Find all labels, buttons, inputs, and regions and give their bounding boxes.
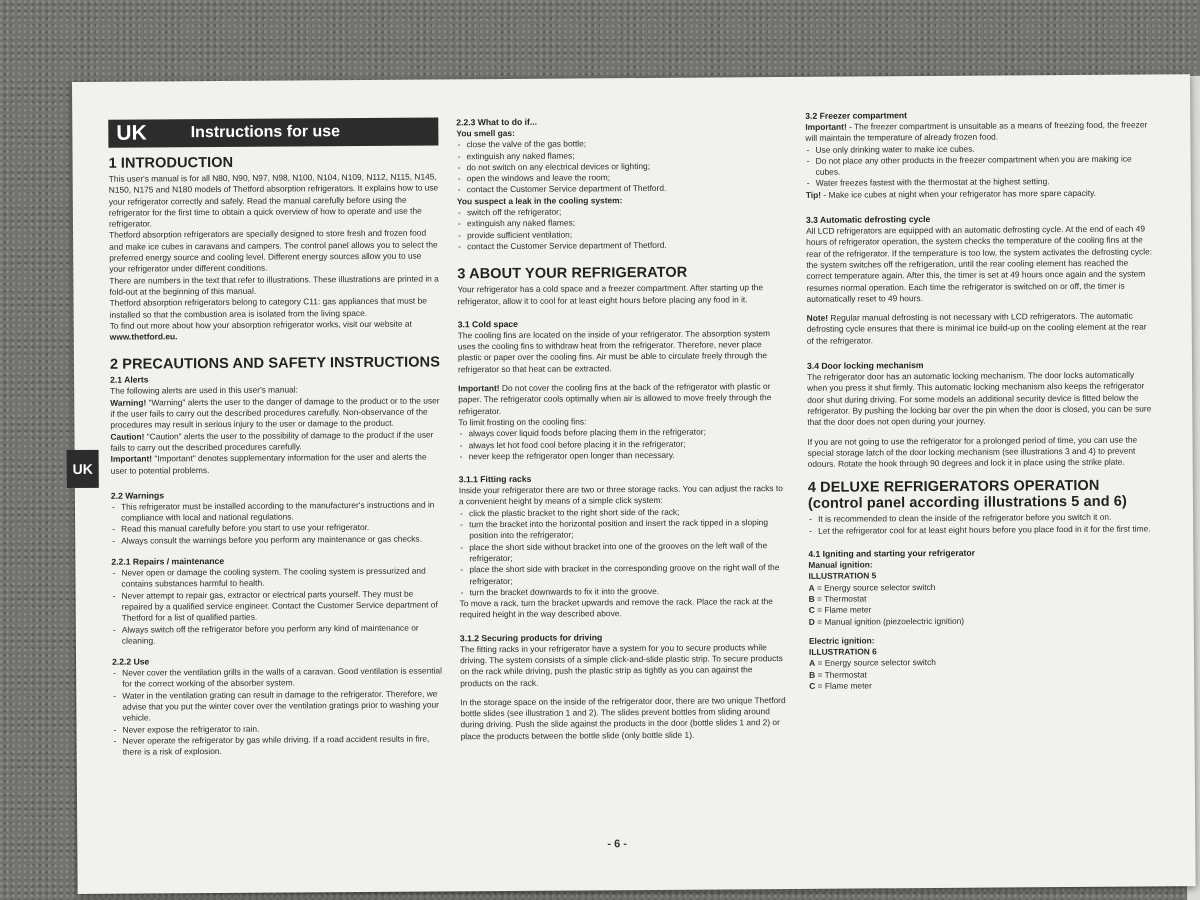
manual-ignition-heading: Manual ignition:	[808, 559, 873, 570]
list-item: - always cover liquid foods before placing them in the refrigerator;	[458, 426, 784, 440]
manual-page	[72, 74, 1196, 894]
about-heading: 3 ABOUT YOUR REFRIGERATOR	[457, 264, 688, 283]
caution-text: "Caution" alerts the user to the possibility of damage to the product if the user fails to carry out the described procedures carefully.	[110, 429, 434, 453]
move-rack-paragraph: To move a rack, turn the bracket upwards and remove the rack. Place the rack at the required height in the way described above.	[459, 596, 773, 620]
cold-space-heading: 3.1 Cold space	[457, 318, 518, 330]
door-lock-heading: 3.4 Door locking mechanism	[806, 360, 924, 371]
securing-paragraph: The fitting racks in your refrigerator have a system for you to secure products while driving. The system consists of a simple click-and-slide plastic strip. To secure products on the rack while driving, push the plastic strip as tightly as you can against the products on the rack.	[459, 641, 783, 688]
column-3	[805, 108, 1155, 692]
important-alert	[111, 452, 441, 477]
column-1	[108, 117, 442, 758]
legend-item: C = Flame meter	[808, 604, 872, 616]
fitting-racks-heading: 3.1.1 Fitting racks	[458, 473, 532, 485]
side-language-tab: UK	[67, 450, 99, 488]
igniting-heading: 4.1 Igniting and starting your refrigerator	[808, 547, 975, 559]
list-item: - open the windows and leave the room;	[457, 171, 783, 185]
language-code: UK	[116, 121, 147, 145]
electric-ignition-heading: Electric ignition:	[808, 635, 875, 646]
door-lock-paragraph: The refrigerator door has an automatic locking mechanism. The door locks automatically when you press it shut firmly. This automatic locking mechanism also keeps the refrigerator door shut during driving. For some models an additional security device is fitted below the refrigerator. By pushing the locking bar over the pin when the door is closed, you can be sure that the door does not open during your journey.	[807, 369, 1152, 428]
list-item: - extinguish any naked flames;	[457, 216, 783, 230]
warning-label: Warning!	[110, 397, 147, 408]
warning-text: "Warning" alerts the user to the danger of damage to the product or to the user if the user fails to carry out the described procedures carefully. Non-observance of the procedures may result in serious injury to the user or damage to the product.	[110, 395, 440, 431]
warnings-list	[111, 499, 441, 546]
introduction-heading: 1 INTRODUCTION	[108, 154, 234, 172]
deluxe-heading: 4 DELUXE REFRIGERATORS OPERATION (control panel according illustrations 5 and 6)	[807, 478, 1127, 513]
list-item: - extinguish any naked flames;	[456, 149, 782, 163]
alerts-heading: 2.1 Alerts	[110, 374, 149, 386]
caution-alert	[110, 429, 440, 454]
list-item: - contact the Customer Service department of Thetford.	[457, 239, 783, 253]
page-header	[108, 117, 438, 147]
freezer-heading: 3.2 Freezer compartment	[805, 110, 908, 121]
defrost-paragraph: All LCD refrigerators are equipped with an automatic defrosting cycle. At the end of each 49 hours of refrigerator operation, the system checks the temperature of the cooling fins at the rear of the refrigerator. If the temperature is too low, the system activates the defrosting cycle: the system switches off the refrigeration, until the rear cooling element has reached the correct temperature again. After this, the timer is set at 49 hours once again and the system resumes normal operation. Each time the refrigerator is switched on or off, the timer is automatically reset to 49 hours.	[806, 223, 1153, 304]
use-heading: 2.2.2 Use	[112, 656, 150, 667]
illustration-6-heading: ILLUSTRATION 6	[808, 646, 877, 657]
list-item: - place the short side with bracket in the corresponding groove on the right wall of the refrigerator;	[459, 562, 785, 587]
legend-item: B = Thermostat	[808, 593, 867, 604]
list-item: - It is recommended to clean the inside of the refrigerator before you switch it on.	[808, 512, 1154, 526]
intro-paragraph: This user's manual is for all N80, N90, N97, N98, N100, N104, N109, N112, N115, N145, N150, N175 and N180 models of Thetford absorption refrigerators. It explains how to use your refrigerator correctly and safely. Read the manual carefully before using the refrigerator for the first time to obtain a quick overview of how to operate and use the refrigerator.	[108, 171, 439, 229]
bottle-slide-paragraph: In the storage space on the inside of the refrigerator door, there are two unique Thetford bottle slides (see illustration 1 and 2). The slides prevent bottles from sliding around during driving. Push the slide against the products in the door (bottle slides 1 and 2) or place the products between the bottle slide (only bottle slide 1).	[460, 694, 786, 742]
list-item: - switch off the refrigerator;	[457, 205, 783, 219]
illustration-5-heading: ILLUSTRATION 5	[808, 570, 877, 582]
intro-paragraph: To find out more about how your absorption refrigerator works, visit our website at	[109, 318, 412, 331]
deluxe-list	[808, 512, 1154, 537]
list-item: - Never operate the refrigerator by gas while driving. If a road accident results in fire, there is a risk of explosion.	[113, 733, 443, 758]
warnings-heading: 2.2 Warnings	[110, 490, 165, 501]
list-item: - This refrigerator must be installed according to the manufacturer's instructions and in compliance with local and national regulations.	[111, 499, 441, 524]
cold-space-paragraph: The cooling fins are located on the inside of your refrigerator. The absorption system uses the cooling fins to withdraw heat from the refrigerator. Therefore, never place plastic or paper over the cooling fins. Air must be able to circulate freely through the refrigerator so that heat can be extracted.	[457, 327, 771, 375]
list-item: - Always switch off the refrigerator before you perform any kind of maintenance or cleaning.	[112, 622, 442, 647]
list-item: - Water freezes fastest with the thermostat at the highest setting.	[806, 176, 1152, 190]
important-label: Important!	[110, 453, 153, 464]
precautions-heading: 2 PRECAUTIONS AND SAFETY INSTRUCTIONS	[109, 354, 441, 374]
freezer-important	[805, 119, 1151, 144]
important-text: - The freezer compartment is unsuitable as a means of freezing food, the freezer will maintain the temperature of already frozen food.	[805, 119, 1148, 144]
list-item: - Always consult the warnings before you perform any maintenance or gas checks.	[111, 533, 441, 547]
list-item: - contact the Customer Service department of Thetford.	[457, 183, 783, 197]
storage-latch-paragraph: If you are not going to use the refrigerator for a prolonged period of time, you can use the special storage latch of the door locking mechanism (see illustrations 3 and 4) to prevent odours. Rotate the hook through 90 degrees and lock it in place using the strike plate.	[807, 434, 1138, 469]
securing-heading: 3.1.2 Securing products for driving	[459, 631, 603, 643]
legend-item: B = Thermostat	[809, 669, 868, 680]
legend-item: A = Energy source selector switch	[809, 657, 936, 669]
important-text: "Important" denotes supplementary information for the user and alerts the user to potential problems.	[110, 451, 427, 476]
repairs-heading: 2.2.1 Repairs / maintenance	[111, 555, 225, 567]
page-number: - 6 -	[607, 838, 627, 851]
warning-alert	[110, 395, 440, 431]
caution-label: Caution!	[110, 431, 145, 442]
list-item: - Let the refrigerator cool for at least eight hours before you place food in it for the first time.	[808, 523, 1154, 537]
list-item: - never keep the refrigerator open longer than necessary.	[459, 449, 785, 463]
list-item: - turn the bracket into the horizontal position and insert the rack tipped in a sloping position into the refrigerator;	[459, 517, 785, 542]
column-2	[456, 115, 786, 742]
leak-heading: You suspect a leak in the cooling system:	[456, 194, 623, 207]
legend-item: A = Energy source selector switch	[808, 581, 936, 593]
intro-paragraph: Thetford absorption refrigerators are specially designed to store fresh and frozen food and make ice cubes in caravans and campers. The control panel allows you to select the preferred energy source and cooling level. Different energy sources allow you to use your refrigerator under different conditions.	[109, 228, 438, 275]
list-item: - close the valve of the gas bottle;	[456, 137, 782, 151]
website-link[interactable]: www.thetford.eu.	[109, 331, 178, 342]
frost-intro: To limit frosting on the cooling fins:	[458, 416, 587, 428]
list-item: - Never expose the refrigerator to rain.	[112, 722, 442, 736]
list-item: - click the plastic bracket to the right short side of the rack;	[459, 506, 785, 520]
intro-paragraph: Thetford absorption refrigerators belong to category C11: gas appliances that must be installed so that the combustion area is isolated from the living space.	[109, 295, 427, 320]
list-item: - Use only drinking water to make ice cubes.	[805, 142, 1151, 156]
list-item: - place the short side without bracket into one of the grooves on the left wall of the refrigerator;	[459, 540, 785, 565]
tip-text: - Make ice cubes at night when your refrigerator has more spare capacity.	[820, 187, 1096, 200]
list-item: - Read this manual carefully before you start to use your refrigerator.	[111, 522, 441, 536]
leak-list	[457, 205, 783, 252]
list-item: - always let hot food cool before placing it in the refrigerator;	[459, 438, 785, 452]
list-item: - Do not place any other products in the freezer compartment when you are making ice cubes.	[806, 153, 1152, 178]
intro-paragraph: There are numbers in the text that refer to illustrations. These illustrations are printed in a fold-out at the beginning of this manual.	[109, 273, 439, 297]
list-item: - Never attempt to repair gas, extractor or electrical parts yourself. They must be repaired by a qualified service engineer. Contact the Customer Service department of Thetford for a list of qualified parties.	[112, 588, 442, 624]
important-label: Important!	[805, 121, 847, 132]
list-item: - Never cover the ventilation grills in the walls of a caravan. Good ventilation is essential for the correct working of the absorber system.	[112, 666, 442, 691]
repairs-list	[111, 565, 442, 646]
racks-paragraph: Inside your refrigerator there are two or three storage racks. You can adjust the racks to a convenient height by means of a simple click system:	[458, 483, 783, 507]
alerts-intro: The following alerts are used in this user's manual:	[110, 384, 299, 397]
important-label: Important!	[458, 383, 500, 394]
note-label: Note!	[806, 312, 829, 324]
legend-item: C = Flame meter	[809, 680, 872, 691]
defrost-heading: 3.3 Automatic defrosting cycle	[805, 214, 931, 225]
what-to-do-heading: 2.2.3 What to do if...	[456, 116, 538, 128]
note-text: Regular manual defrosting is not necessary with LCD refrigerators. The automatic defrosting cycle ensures that there is minimal ice build-up on the cooling element at the rear of the refrigerator.	[806, 310, 1147, 346]
smell-gas-heading: You smell gas:	[456, 127, 515, 139]
list-item: - turn the bracket downwards to fix it into the groove.	[460, 585, 786, 599]
legend-item: D = Manual ignition (piezoelectric ignition)	[808, 615, 965, 627]
list-item: - do not switch on any electrical devices or lighting;	[457, 160, 783, 174]
defrost-note	[807, 311, 1153, 347]
racks-list	[459, 506, 786, 599]
tip-label: Tip!	[805, 189, 822, 200]
page-title: Instructions for use	[190, 123, 341, 142]
about-paragraph: Your refrigerator has a cold space and a freezer compartment. After starting up the refrigerator, allow it to cool for at least eight hours before placing any food in it.	[457, 282, 764, 306]
list-item: - Never open or damage the cooling system. The cooling system is pressurized and contains substances harmful to health.	[111, 565, 441, 590]
use-list	[112, 666, 443, 759]
list-item: - provide sufficient ventilation;	[457, 228, 783, 242]
frost-list	[458, 426, 784, 462]
list-item: - Water in the ventilation grating can result in damage to the refrigerator. Therefore, we advise that you put the winter cover over the ventilation gratings prior to washing your vehicle.	[112, 688, 442, 724]
freezer-list	[805, 142, 1151, 190]
important-text: Do not cover the cooling fins at the back of the refrigerator with plastic or paper. The refrigerator cools optimally when air is allowed to move freely through the refrigerator.	[458, 381, 772, 416]
important-note	[458, 381, 784, 417]
smell-gas-list	[456, 137, 782, 196]
